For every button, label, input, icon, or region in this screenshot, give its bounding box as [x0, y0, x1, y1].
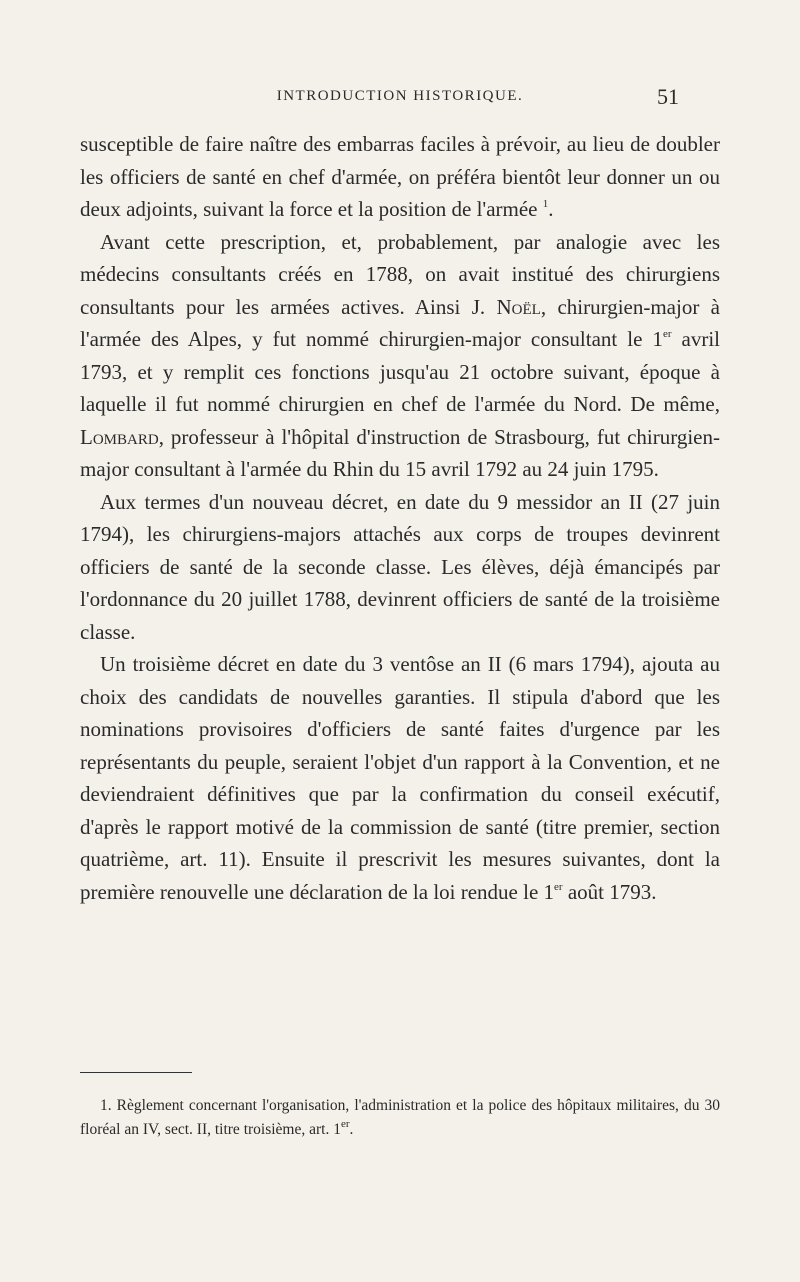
footnote-divider — [80, 1072, 192, 1073]
paragraph-2 — [80, 226, 720, 486]
running-header — [0, 84, 800, 116]
paragraph-4 — [80, 648, 720, 908]
footnote-ref: 1 — [542, 198, 549, 210]
body-text — [80, 128, 720, 908]
page-number: 51 — [657, 84, 679, 109]
paragraph-2-text-a: Avant cette prescription, et, probablement, par analogie avec les médecins consultants créés en 1788, on avait institué des chirurgiens consultants pour les armées actives. Ainsi J. — [80, 229, 720, 319]
paragraph-4-text-a: Un troisième décret en date du 3 ventôse an II (6 mars 1794), ajouta au choix des candidats de nouvelles garanties. Il stipula d'abord que les nominations provisoires d'officiers de santé faites d'urgence par les représentants du peuple, seraient l'objet d'un rapport à la Convention, et ne deviendraient définitives que par la confirmation du conseil exécutif, d'après le rapport motivé de la commission de santé (titre premier, section quatrième, art. 11). Ensuite il prescrivit les mesures suivantes, dont la première renouvelle une déclaration de la loi rendue le 1 — [80, 652, 720, 904]
footnote-text: 1. Règlement concernant l'organisation, l'administration et la police des hôpitaux militaires, du 30 floréal an IV, sect. II, titre troisième, art. 1 — [80, 1097, 720, 1138]
footnote — [80, 1094, 720, 1142]
paragraph-1 — [80, 128, 720, 226]
ordinal-superscript: er — [554, 880, 563, 893]
paragraph-2-text-b: , chirurgien-major à l'armée des Alpes, y fut nommé chirurgien-major consultant le 1 — [80, 294, 720, 351]
paragraph-1-end: . — [548, 197, 554, 221]
footnote-end: . — [349, 1121, 354, 1138]
paragraph-1-text: susceptible de faire naître des embarras faciles à prévoir, au lieu de doubler les officiers de santé en chef d'armée, on préféra bientôt leur donner un ou deux adjoints, suivant la force et la position de l'armée — [80, 132, 720, 221]
person-name-noel: Noël — [496, 294, 541, 319]
person-name-lombard: Lombard — [80, 424, 159, 449]
paragraph-2-text-d: , professeur à l'hôpital d'instruction de Strasbourg, fut chirurgien-major consultant à l'armée du Rhin du 15 avril 1792 au 24 juin 1795. — [80, 424, 720, 481]
paragraph-2-text-c: avril 1793, et y remplit ces fonctions jusqu'au 21 octobre suivant, époque à laquelle il fut nommé chirurgien en chef de l'armée du Nord. De même, — [80, 327, 720, 416]
ordinal-superscript: er — [662, 328, 672, 340]
paragraph-4-text-b: août 1793. — [562, 879, 657, 904]
header-title: INTRODUCTION HISTORIQUE. — [276, 88, 524, 104]
footnote-superscript: er — [340, 1117, 350, 1130]
paragraph-3: Aux termes d'un nouveau décret, en date du 9 messidor an II (27 juin 1794), les chirurgiens-majors attachés aux corps de troupes devinrent officiers de santé de la seconde classe. Les élèves, déjà émancipés par l'ordonnance du 20 juillet 1788, devinrent officiers de santé de la troisième classe. — [80, 489, 720, 644]
